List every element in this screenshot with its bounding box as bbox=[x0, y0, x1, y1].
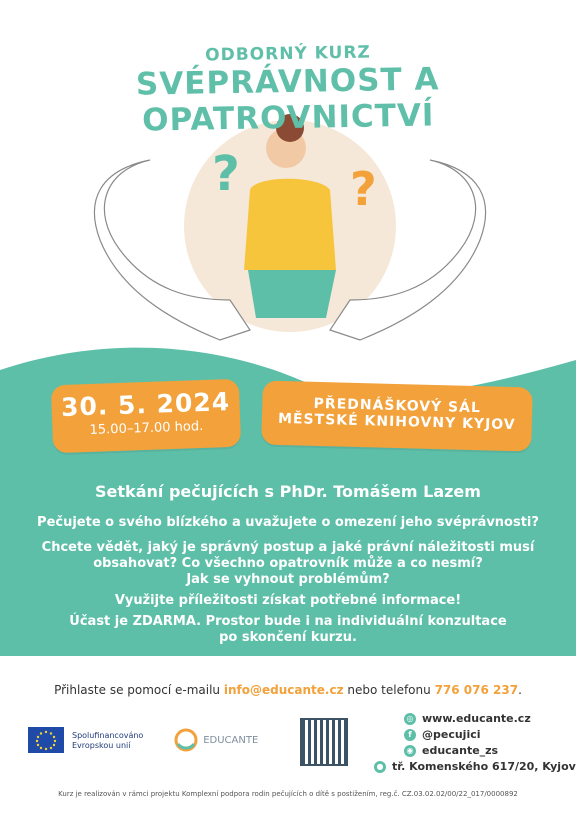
instagram-handle[interactable]: educante_zs bbox=[422, 744, 499, 757]
person-skirt bbox=[248, 270, 336, 318]
educante-mark-icon bbox=[172, 728, 200, 752]
paragraph-4-line-2: po skončení kurzu. bbox=[219, 630, 357, 645]
paragraph-4 bbox=[30, 614, 546, 646]
educante-wordmark: EDUCANTE bbox=[203, 735, 259, 746]
contact-phone[interactable]: 776 076 237 bbox=[434, 683, 519, 697]
facebook-icon: f bbox=[404, 729, 416, 741]
paragraph-3: Využijte příležitosti získat potřebné informace! bbox=[114, 593, 462, 608]
paragraph-4-line-1: Účast je ZDARMA. Prostor bude i na individuální konzultace bbox=[69, 614, 507, 629]
social-address bbox=[374, 760, 576, 773]
eu-stars-icon bbox=[28, 727, 64, 753]
date-badge bbox=[51, 379, 241, 454]
social-instagram[interactable] bbox=[404, 744, 498, 757]
facebook-handle[interactable]: @pecujici bbox=[422, 728, 481, 741]
instagram-icon: ◉ bbox=[404, 745, 416, 757]
contact-prefix: Přihlaste se pomocí e-mailu bbox=[54, 683, 221, 697]
web-link[interactable]: www.educante.cz bbox=[422, 712, 531, 725]
event-date: 30. 5. 2024 bbox=[60, 387, 231, 422]
social-facebook[interactable] bbox=[404, 728, 481, 741]
qr-code-icon[interactable] bbox=[300, 718, 348, 766]
eu-line-1: Spolufinancováno bbox=[72, 731, 144, 740]
eu-flag-icon bbox=[28, 727, 64, 753]
location-pin-icon: ● bbox=[374, 761, 386, 773]
header-title: SVÉPRÁVNOST A OPATROVNICTVÍ bbox=[135, 61, 440, 139]
header-kicker: ODBORNÝ KURZ bbox=[205, 42, 371, 66]
eu-funding-label bbox=[72, 731, 143, 751]
footer-note: Kurz je realizován v rámci projektu Komplexní podpora rodin pečujících o dítě s postižením, reg.č. CZ.03.02.02/00/22_017/0000892 bbox=[58, 790, 518, 798]
address-text: tř. Komenského 617/20, Kyjov bbox=[392, 760, 576, 773]
question-icon-right: ? bbox=[350, 162, 377, 216]
paragraph-2-line-2: obsahovat? Co všechno opatrovník může a co nesmí? bbox=[93, 556, 483, 571]
intro-heading: Setkání pečujících s PhDr. Tomášem Lazem bbox=[95, 482, 481, 501]
venue-line-1: PŘEDNÁŠKOVÝ SÁL bbox=[313, 395, 482, 417]
eu-line-2: Evropskou unií bbox=[72, 741, 131, 750]
paragraph-2-line-3: Jak se vyhnout problémům? bbox=[186, 572, 390, 587]
contact-email-link[interactable]: info@educante.cz bbox=[223, 683, 344, 697]
educante-logo bbox=[172, 728, 258, 752]
venue-line-2: MĚSTSKÉ KNIHOVNY KYJOV bbox=[277, 410, 516, 434]
question-icon-left: ? bbox=[212, 146, 240, 202]
paragraph-2 bbox=[30, 540, 546, 588]
contact-line bbox=[0, 683, 576, 697]
paragraph-1: Pečujete o svého blízkého a uvažujete o omezení jeho svéprávnosti? bbox=[37, 515, 539, 530]
event-time: 15.00–17.00 hod. bbox=[89, 419, 204, 438]
paragraph-2-line-1: Chcete vědět, jaký je správný postup a jaké právní náležitosti musí bbox=[41, 540, 535, 555]
globe-icon: ◎ bbox=[404, 713, 416, 725]
social-web[interactable] bbox=[404, 712, 531, 725]
contact-middle: nebo telefonu bbox=[347, 683, 431, 697]
contact-suffix: . bbox=[518, 683, 522, 697]
person-sweater bbox=[244, 179, 336, 270]
venue-badge bbox=[261, 380, 533, 451]
